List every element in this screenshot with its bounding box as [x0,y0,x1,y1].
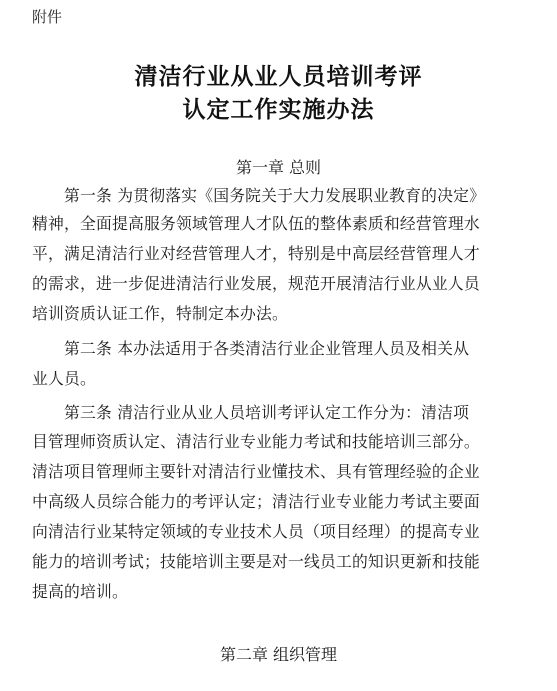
attachment-label: 附件 [32,8,63,26]
article-1-line: 第一条 为贯彻落实《国务院关于大力发展职业教育的决定》 [64,186,486,205]
article-3-line: 清洁项目管理师主要针对清洁行业懂技术、具有管理经验的企业 [32,462,480,481]
article-1-line: 精神，全面提高服务领域管理人才队伍的整体素质和经营管理水 [32,214,480,233]
document-title-line-2: 认定工作实施办法 [182,97,375,123]
article-3-line: 向清洁行业某特定领域的专业技术人员（项目经理）的提高专业 [32,522,480,541]
document-title-line-1: 清洁行业从业人员培训考评 [134,64,423,90]
article-1-line: 培训资质认证工作，特制定本办法。 [32,304,288,323]
article-3-line: 提高的培训。 [32,582,128,601]
article-3-line: 第三条 清洁行业从业人员培训考评认定工作分为：清洁项 [64,403,470,422]
article-2-line: 第二条 本办法适用于各类清洁行业企业管理人员及相关从 [64,339,470,358]
article-1-line: 的需求，进一步促进清洁行业发展，规范开展清洁行业从业人员 [32,274,480,293]
article-1-line: 平，满足清洁行业对经营管理人才，特别是中高层经营管理人才 [32,244,480,263]
chapter-heading-2: 第二章 组织管理 [219,645,338,664]
article-3-line: 能力的培训考试；技能培训主要是对一线员工的知识更新和技能 [32,552,480,571]
article-3-line: 中高级人员综合能力的考评认定；清洁行业专业能力考试主要面 [32,492,480,511]
article-2-line: 业人员。 [32,369,96,388]
article-3-line: 目管理师资质认定、清洁行业专业能力考试和技能培训三部分。 [32,432,480,451]
chapter-heading-1: 第一章 总则 [235,158,322,177]
